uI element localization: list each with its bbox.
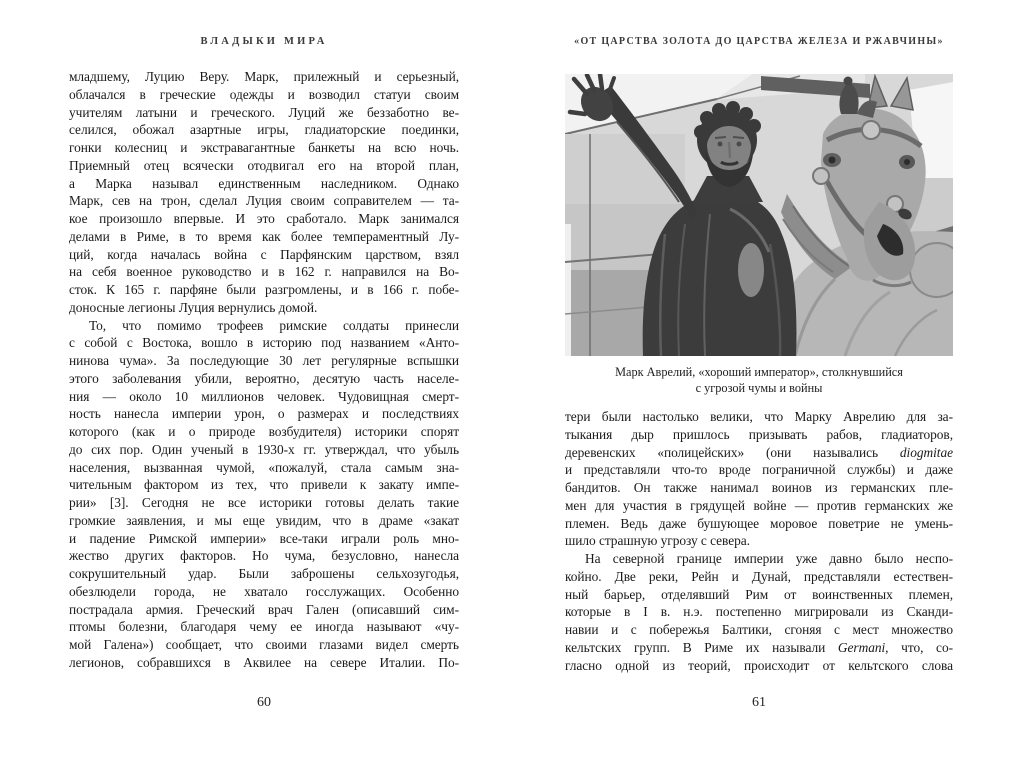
text-line: легионов, собравшихся в Аквилее на севере Италии. По- <box>69 654 459 670</box>
text-line: обезлюдели города, не хватало госслужащих. Особенно <box>69 583 459 599</box>
paragraph <box>565 408 953 550</box>
statue-photo <box>565 74 953 356</box>
page-number-left: 60 <box>257 695 271 710</box>
text-line: ность нанесла империи урон, о размерах и последствиях <box>69 406 459 422</box>
text-line: этого заболевания убили, вероятно, десятую часть населе- <box>69 370 459 386</box>
text-line: гонки колесниц и экстравагантные банкеты на всю ночь. <box>69 140 459 155</box>
text-line: которого (как и о природе возбудителя) историки спорят <box>69 424 459 439</box>
text-line: населения, вызванная чумой, «пожалуй, стала самым зна- <box>69 459 459 475</box>
text-line: мен для участия в грядущей войне — против германских же <box>565 497 953 513</box>
text-line: жество других факторов. Но чума, безусловно, нанесла <box>69 548 459 564</box>
text-line: учителям латыни и греческого. Луций же беззаботно ве- <box>69 104 459 120</box>
text-line: делами в Риме, в то время как более темпераментный Лу- <box>69 228 459 244</box>
caption-line: с угрозой чумы и войны <box>695 380 823 395</box>
text-line: ций, когда началась война с Парфянским царством, взял <box>69 246 459 262</box>
paragraph <box>69 317 459 672</box>
running-head-right: «ОТ ЦАРСТВА ЗОЛОТА ДО ЦАРСТВА ЖЕЛЕЗА И РЖАВЧИНЫ» <box>574 36 944 47</box>
text-line: Марк, сев на трон, сделал Луция своим соправителем — та- <box>69 193 459 209</box>
text-line: селился, обожал азартные игры, гладиаторские поединки, <box>69 122 459 138</box>
text-line: пострадала армия. Греческий врач Гален (описавший сим- <box>69 601 459 617</box>
caption-line: Марк Аврелий, «хороший император», столкнувшийся <box>615 365 903 379</box>
text-line: Приемный отец всячески отодвигал его на второй план, <box>69 157 459 173</box>
text-line: гласно одной из теорий, происходит от кельтского слова <box>565 657 953 673</box>
text-line: рии» [3]. Сегодня не все историки готовы делать такие <box>69 495 459 510</box>
right-page-body <box>565 408 953 674</box>
text-line: птомы болезни, благодаря чему ее иногда называют «чу- <box>69 619 459 635</box>
text-line: на себя военное руководство и в 162 г. направился на Во- <box>69 264 459 280</box>
text-line: тери были настолько велики, что Марку Аврелию для за- <box>565 409 953 424</box>
text-line: койно. Две реки, Рейн и Дунай, представляли естествен- <box>565 568 953 584</box>
text-line: и падение Римской империи» все-таки играли роль мно- <box>69 530 459 546</box>
text-line: сток. К 165 г. парфяне были разгромлены, и в 166 г. побе- <box>69 282 459 297</box>
text-line: племен. Ведь даже бушующее моровое поветрие не умень- <box>565 515 953 531</box>
text-line: чительным фактором из тех, что привели к закату импе- <box>69 477 459 493</box>
text-line: кельтских групп. В Риме их называли Germani, что, со- <box>565 639 953 655</box>
text-line: громкие заявления, и мы еще увидим, что в драме «закат <box>69 512 459 528</box>
page-right <box>565 0 953 768</box>
text-line: младшему, Луцию Веру. Марк, прилежный и серьезный, <box>69 69 459 84</box>
text-line: которые в I в. н.э. постепенно мигрировали из Сканди- <box>565 604 953 620</box>
text-line: деревенских «полицейских» (они назывались diogmitae <box>565 444 953 460</box>
statue-photo-illustration <box>565 74 953 356</box>
paragraph <box>69 68 459 317</box>
left-page-body <box>69 68 459 672</box>
text-line: То, что помимо трофеев римские солдаты принесли <box>89 317 459 333</box>
text-line: кое произошло впервые. И это сработало. Марк занимался <box>69 211 459 226</box>
text-line: ный барьер, отделявший Рим от воинственных племен, <box>565 586 953 602</box>
text-line: нинова чума». За последующие 30 лет регулярные вспышки <box>69 353 459 368</box>
text-line: мой Галена») сообщает, что своими глазами видел смерть <box>69 637 459 652</box>
text-line: тыкания дыр пришлось призывать рабов, гладиаторов, <box>565 426 953 442</box>
text-line: облачался в греческие одежды и возводил статуи своим <box>69 86 459 102</box>
text-line: На северной границе империи уже давно было неспо- <box>585 551 953 566</box>
text-line: до сих пор. Один ученый в 1930-х гг. утверждал, что убыль <box>69 441 459 457</box>
text-line: ния — около 10 миллионов человек. Чудовищная смерт- <box>69 388 459 404</box>
page-number-right: 61 <box>752 695 766 710</box>
text-line: и представляли что-то вроде пограничной службы) и даже <box>565 462 953 478</box>
text-line: а Марка называл единственным наследником. Однако <box>69 175 459 191</box>
text-line: сокрушительный удар. Были заброшены сельхозугодья, <box>69 566 459 581</box>
paragraph <box>565 550 953 674</box>
text-line: с собой с Востока, вошло в историю под названием «Анто- <box>69 335 459 351</box>
text-line: бандитов. Он также нанимал воинов из германских пле- <box>565 480 953 495</box>
page-left <box>69 0 459 768</box>
text-line: навии и с побережья Балтики, сгоняя с мест множество <box>565 622 953 637</box>
running-head-left: ВЛАДЫКИ МИРА <box>200 36 328 47</box>
text-line: доносные легионы Луция вернулись домой. <box>69 299 318 315</box>
text-line: шило страшную угрозу с севера. <box>565 533 750 549</box>
photo-caption <box>555 365 963 396</box>
